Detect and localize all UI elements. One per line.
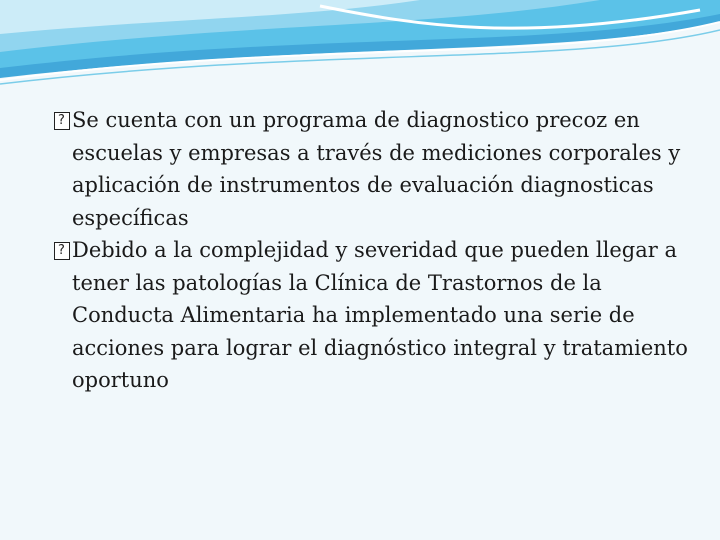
bullet-item xyxy=(54,234,694,397)
bullet-text: Se cuenta con un programa de diagnostico precoz en escuelas y empresas a través de mediciones corporales y aplicación de instrumentos de evaluación diagnosticas específicas xyxy=(72,108,681,230)
replacement-char-icon xyxy=(54,242,70,260)
slide-body xyxy=(54,104,694,397)
bullet-item xyxy=(54,104,694,234)
header-wave-decoration xyxy=(0,0,720,90)
replacement-char-icon xyxy=(54,112,70,130)
bullet-text: Debido a la complejidad y severidad que pueden llegar a tener las patologías la Clínica de Trastornos de la Conducta Alimentaria ha implementado una serie de acciones para lograr el diagnóstico integral y tratamiento oportuno xyxy=(72,238,688,392)
